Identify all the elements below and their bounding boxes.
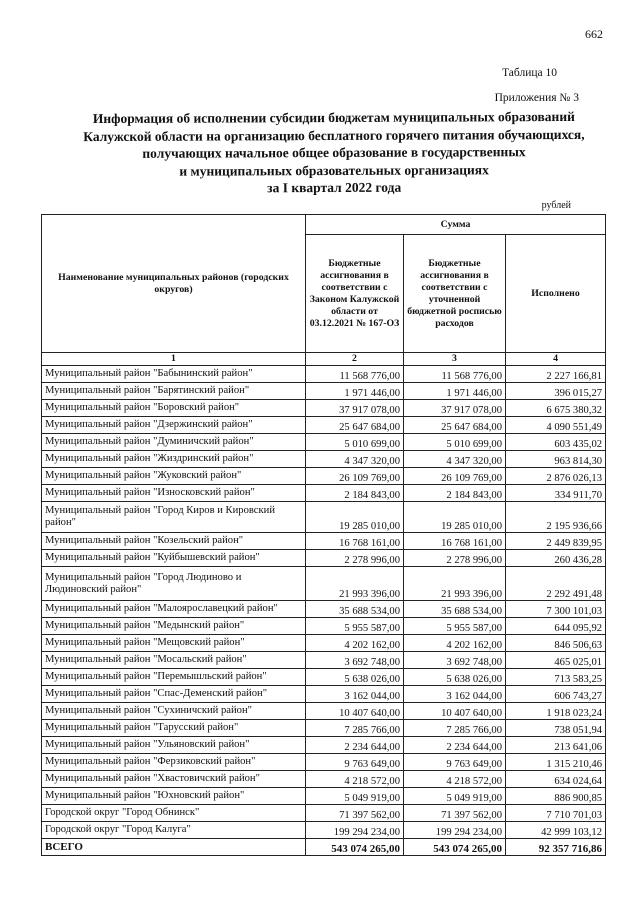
- row-col4: 396 015,27: [506, 383, 606, 400]
- appendix-label: Приложения № 3: [494, 92, 579, 104]
- table-row: [42, 805, 606, 822]
- total-c4: 92 357 716,86: [506, 839, 606, 856]
- row-name: Муниципальный район "Город Киров и Кировский район": [42, 502, 306, 533]
- header-index-row: [42, 353, 606, 366]
- table-row: [42, 720, 606, 737]
- header-row: [42, 215, 606, 235]
- row-col2: 5 955 587,00: [306, 618, 404, 635]
- row-name: Муниципальный район "Мещовский район": [42, 635, 306, 652]
- row-col3: 3 162 044,00: [404, 686, 506, 703]
- row-col3: 35 688 534,00: [404, 601, 506, 618]
- row-name: Муниципальный район "Думиничский район": [42, 434, 306, 451]
- row-col3: 25 647 684,00: [404, 417, 506, 434]
- header-col3: Бюджетные ассигнования в соответствии с уточненной бюджетной росписью расходов: [404, 235, 506, 353]
- row-col2: 2 184 843,00: [306, 485, 404, 502]
- row-col3: 1 971 446,00: [404, 383, 506, 400]
- row-col3: 71 397 562,00: [404, 805, 506, 822]
- row-col4: 2 292 491,48: [506, 567, 606, 601]
- row-name: Муниципальный район "Малоярославецкий район": [42, 601, 306, 618]
- row-col3: 5 049 919,00: [404, 788, 506, 805]
- table-row: [42, 485, 606, 502]
- row-col3: 21 993 396,00: [404, 567, 506, 601]
- row-col2: 10 407 640,00: [306, 703, 404, 720]
- table-row: [42, 533, 606, 550]
- row-col4: 1 315 210,46: [506, 754, 606, 771]
- total-c3: 543 074 265,00: [404, 839, 506, 856]
- table-row: [42, 502, 606, 533]
- row-col4: 634 024,64: [506, 771, 606, 788]
- table-row: [42, 788, 606, 805]
- row-name: Муниципальный район "Тарусский район": [42, 720, 306, 737]
- row-col2: 2 278 996,00: [306, 550, 404, 567]
- title-line: Информация об исполнении субсидии бюджетам муниципальных образований: [92, 108, 575, 127]
- subsidy-table: [41, 214, 606, 856]
- table-row: [42, 754, 606, 771]
- title-line: и муниципальных образовательных организациях: [179, 161, 489, 179]
- row-name: Муниципальный район "Барятинский район": [42, 383, 306, 400]
- row-col4: 213 641,06: [506, 737, 606, 754]
- row-col2: 11 568 776,00: [306, 366, 404, 383]
- row-col4: 7 710 701,03: [506, 805, 606, 822]
- row-name: Муниципальный район "Ульяновский район": [42, 737, 306, 754]
- header-index: 2: [306, 353, 404, 366]
- row-col4: 713 583,25: [506, 669, 606, 686]
- table-row: [42, 686, 606, 703]
- row-col2: 19 285 010,00: [306, 502, 404, 533]
- table-row: [42, 451, 606, 468]
- table-label: Таблица 10: [502, 67, 557, 79]
- row-col4: 42 999 103,12: [506, 822, 606, 839]
- table-row: [42, 550, 606, 567]
- row-col3: 10 407 640,00: [404, 703, 506, 720]
- row-name: Муниципальный район "Перемышльский район": [42, 669, 306, 686]
- row-col2: 2 234 644,00: [306, 737, 404, 754]
- title-line: за I квартал 2022 года: [267, 179, 402, 196]
- table-row: [42, 400, 606, 417]
- row-col3: 5 955 587,00: [404, 618, 506, 635]
- row-col3: 5 638 026,00: [404, 669, 506, 686]
- row-name: Муниципальный район "Дзержинский район": [42, 417, 306, 434]
- row-col4: 603 435,02: [506, 434, 606, 451]
- row-col2: 5 049 919,00: [306, 788, 404, 805]
- row-name: Муниципальный район "Город Людиново и Людиновский район": [42, 567, 306, 601]
- table-row: [42, 601, 606, 618]
- row-col2: 4 347 320,00: [306, 451, 404, 468]
- row-name: Городской округ "Город Обнинск": [42, 805, 306, 822]
- row-col4: 846 506,63: [506, 635, 606, 652]
- row-col3: 26 109 769,00: [404, 468, 506, 485]
- row-col2: 35 688 534,00: [306, 601, 404, 618]
- row-col4: 1 918 023,24: [506, 703, 606, 720]
- row-col3: 2 278 996,00: [404, 550, 506, 567]
- row-col2: 3 692 748,00: [306, 652, 404, 669]
- row-col4: 7 300 101,03: [506, 601, 606, 618]
- table-row: [42, 567, 606, 601]
- row-col3: 199 294 234,00: [404, 822, 506, 839]
- row-col2: 26 109 769,00: [306, 468, 404, 485]
- row-col2: 37 917 078,00: [306, 400, 404, 417]
- row-col4: 644 095,92: [506, 618, 606, 635]
- row-col2: 16 768 161,00: [306, 533, 404, 550]
- page-number: 662: [585, 27, 603, 41]
- row-col2: 4 218 572,00: [306, 771, 404, 788]
- row-col2: 5 638 026,00: [306, 669, 404, 686]
- table-row: [42, 652, 606, 669]
- row-col4: 465 025,01: [506, 652, 606, 669]
- row-col3: 2 234 644,00: [404, 737, 506, 754]
- table-row: [42, 468, 606, 485]
- table-row: [42, 771, 606, 788]
- table-row: [42, 366, 606, 383]
- row-col4: 260 436,28: [506, 550, 606, 567]
- row-col4: 963 814,30: [506, 451, 606, 468]
- row-name: Муниципальный район "Жиздринский район": [42, 451, 306, 468]
- row-name: Муниципальный район "Юхновский район": [42, 788, 306, 805]
- row-col2: 25 647 684,00: [306, 417, 404, 434]
- header-sum-group: Сумма: [306, 215, 606, 235]
- row-col3: 16 768 161,00: [404, 533, 506, 550]
- row-name: Муниципальный район "Ферзиковский район": [42, 754, 306, 771]
- header-index: 4: [506, 353, 606, 366]
- table-row: [42, 383, 606, 400]
- row-col3: 9 763 649,00: [404, 754, 506, 771]
- row-col2: 199 294 234,00: [306, 822, 404, 839]
- table-row: [42, 703, 606, 720]
- row-col3: 5 010 699,00: [404, 434, 506, 451]
- row-col2: 9 763 649,00: [306, 754, 404, 771]
- header-index: 3: [404, 353, 506, 366]
- row-name: Муниципальный район "Износковский район": [42, 485, 306, 502]
- row-col3: 2 184 843,00: [404, 485, 506, 502]
- header-col2: Бюджетные ассигнования в соответствии с Законом Калужской области от 03.12.2021 № 167-ОЗ: [306, 235, 404, 353]
- row-col4: 4 090 551,49: [506, 417, 606, 434]
- row-col2: 71 397 562,00: [306, 805, 404, 822]
- row-col3: 4 218 572,00: [404, 771, 506, 788]
- row-col4: 2 195 936,66: [506, 502, 606, 533]
- row-col2: 3 162 044,00: [306, 686, 404, 703]
- row-col4: 2 876 026,13: [506, 468, 606, 485]
- currency-note: рублей: [541, 200, 571, 211]
- row-name: Муниципальный район "Козельский район": [42, 533, 306, 550]
- row-col3: 4 202 162,00: [404, 635, 506, 652]
- row-name: Муниципальный район "Жуковский район": [42, 468, 306, 485]
- row-col2: 4 202 162,00: [306, 635, 404, 652]
- row-col4: 886 900,85: [506, 788, 606, 805]
- row-name: Муниципальный район "Боровский район": [42, 400, 306, 417]
- row-col2: 5 010 699,00: [306, 434, 404, 451]
- row-name: Муниципальный район "Хвастовичский район": [42, 771, 306, 788]
- title-line: Калужской области на организацию бесплатного горячего питания обучающихся,: [83, 126, 585, 144]
- total-c2: 543 074 265,00: [306, 839, 404, 856]
- table-row: [42, 737, 606, 754]
- row-col2: 21 993 396,00: [306, 567, 404, 601]
- row-col2: 7 285 766,00: [306, 720, 404, 737]
- row-col4: 334 911,70: [506, 485, 606, 502]
- row-name: Муниципальный район "Медынский район": [42, 618, 306, 635]
- table-row: [42, 669, 606, 686]
- row-col4: 2 227 166,81: [506, 366, 606, 383]
- table-row: [42, 822, 606, 839]
- table-row: [42, 618, 606, 635]
- row-name: Городской округ "Город Калуга": [42, 822, 306, 839]
- row-col4: 6 675 380,32: [506, 400, 606, 417]
- table-row: [42, 635, 606, 652]
- row-col4: 606 743,27: [506, 686, 606, 703]
- row-name: Муниципальный район "Спас-Деменский район": [42, 686, 306, 703]
- row-col4: 738 051,94: [506, 720, 606, 737]
- row-col3: 4 347 320,00: [404, 451, 506, 468]
- row-name: Муниципальный район "Сухиничский район": [42, 703, 306, 720]
- row-col3: 11 568 776,00: [404, 366, 506, 383]
- row-col3: 7 285 766,00: [404, 720, 506, 737]
- header-index: 1: [42, 353, 306, 366]
- row-name: Муниципальный район "Куйбышевский район": [42, 550, 306, 567]
- total-row: [42, 839, 606, 856]
- table-row: [42, 417, 606, 434]
- row-col4: 2 449 839,95: [506, 533, 606, 550]
- header-col4: Исполнено: [506, 235, 606, 353]
- row-col3: 3 692 748,00: [404, 652, 506, 669]
- table-row: [42, 434, 606, 451]
- document-title: [44, 108, 624, 198]
- title-line: получающих начальное общее образование в государственных: [142, 144, 526, 161]
- header-name-col: Наименование муниципальных районов (городских округов): [42, 215, 306, 353]
- row-col2: 1 971 446,00: [306, 383, 404, 400]
- total-label: ВСЕГО: [42, 839, 306, 856]
- row-col3: 19 285 010,00: [404, 502, 506, 533]
- row-name: Муниципальный район "Бабынинский район": [42, 366, 306, 383]
- row-name: Муниципальный район "Мосальский район": [42, 652, 306, 669]
- row-col3: 37 917 078,00: [404, 400, 506, 417]
